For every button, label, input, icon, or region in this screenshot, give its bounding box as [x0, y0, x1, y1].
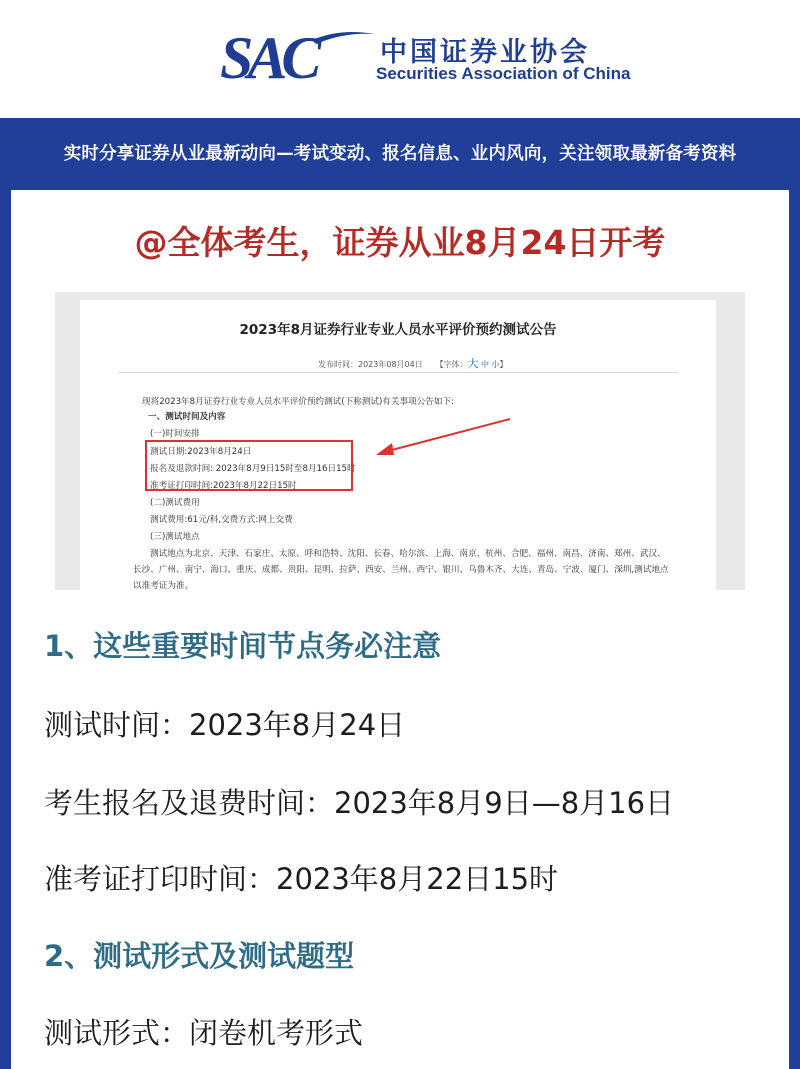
- highlight-box: [145, 440, 353, 491]
- announcement-line: 测试日期:2023年8月24日: [150, 447, 252, 457]
- font-size-medium[interactable]: 中: [480, 360, 489, 369]
- body-text: 测试形式：闭卷机考形式: [44, 1016, 364, 1050]
- announcement-title: 2023年8月证券行业专业人员水平评价预约测试公告: [239, 322, 557, 338]
- arrow-icon: [370, 415, 515, 460]
- announcement-line: 报名及退款时间: 2023年8月9日15时至8月16日15时: [150, 464, 356, 474]
- body-text: 测试时间：2023年8月24日: [44, 708, 406, 742]
- page-title: @全体考生，证券从业8月24日开考: [134, 223, 666, 262]
- section-heading: 2、测试形式及测试题型: [44, 939, 355, 973]
- body-text: 准考证打印时间：2023年8月22日15时: [44, 862, 559, 896]
- font-size-large[interactable]: 大: [467, 357, 479, 370]
- org-name-cn: 中国证券业协会: [380, 37, 590, 68]
- announcement-meta: [318, 355, 508, 371]
- announcement-line: (三)测试地点: [150, 532, 200, 542]
- announcement-line: 测试地点为北京、天津、石家庄、太原、呼和浩特、沈阳、长春、哈尔滨、上海、南京、杭州、合肥、福州、南昌、济南、郑州、武汉、: [150, 549, 666, 559]
- body-text: 考生报名及退费时间：2023年8月9日—8月16日: [44, 786, 675, 820]
- promo-banner: 实时分享证券从业最新动向—考试变动、报名信息、业内风向，关注领取最新备考资料: [63, 144, 737, 164]
- announcement-line: 以准考证为准。: [133, 581, 194, 591]
- announcement-line: 准考证打印时间:2023年8月22日15时: [150, 481, 297, 491]
- sac-logo-icon: [216, 26, 376, 88]
- font-size-label: 【字体：: [435, 360, 468, 369]
- announcement-line: 测试费用:61元/科,交费方式:网上交费: [150, 515, 293, 525]
- announcement-line: 现将2023年8月证券行业专业人员水平评价预约测试(下称测试)有关事项公告如下:: [142, 397, 454, 407]
- header: [0, 0, 800, 118]
- svg-text:SAC: SAC: [220, 26, 316, 88]
- section-heading: 1、这些重要时间节点务必注意: [44, 629, 442, 663]
- publish-date: 发布时间：2023年08月04日: [318, 360, 423, 369]
- announcement-line: (二)测试费用: [150, 498, 200, 508]
- org-name-en: Securities Association of China: [376, 64, 631, 83]
- font-size-small[interactable]: 小】: [491, 360, 508, 369]
- announcement-line: (一)时间安排: [150, 429, 200, 439]
- divider: [118, 372, 678, 373]
- announcement-line: 一、测试时间及内容: [148, 412, 226, 422]
- announcement-line: 长沙、广州、南宁、海口、重庆、成都、贵阳、昆明、拉萨、西安、兰州、西宁、银川、乌鲁木齐、大连、青岛、宁波、厦门、深圳,测试地点: [133, 565, 669, 575]
